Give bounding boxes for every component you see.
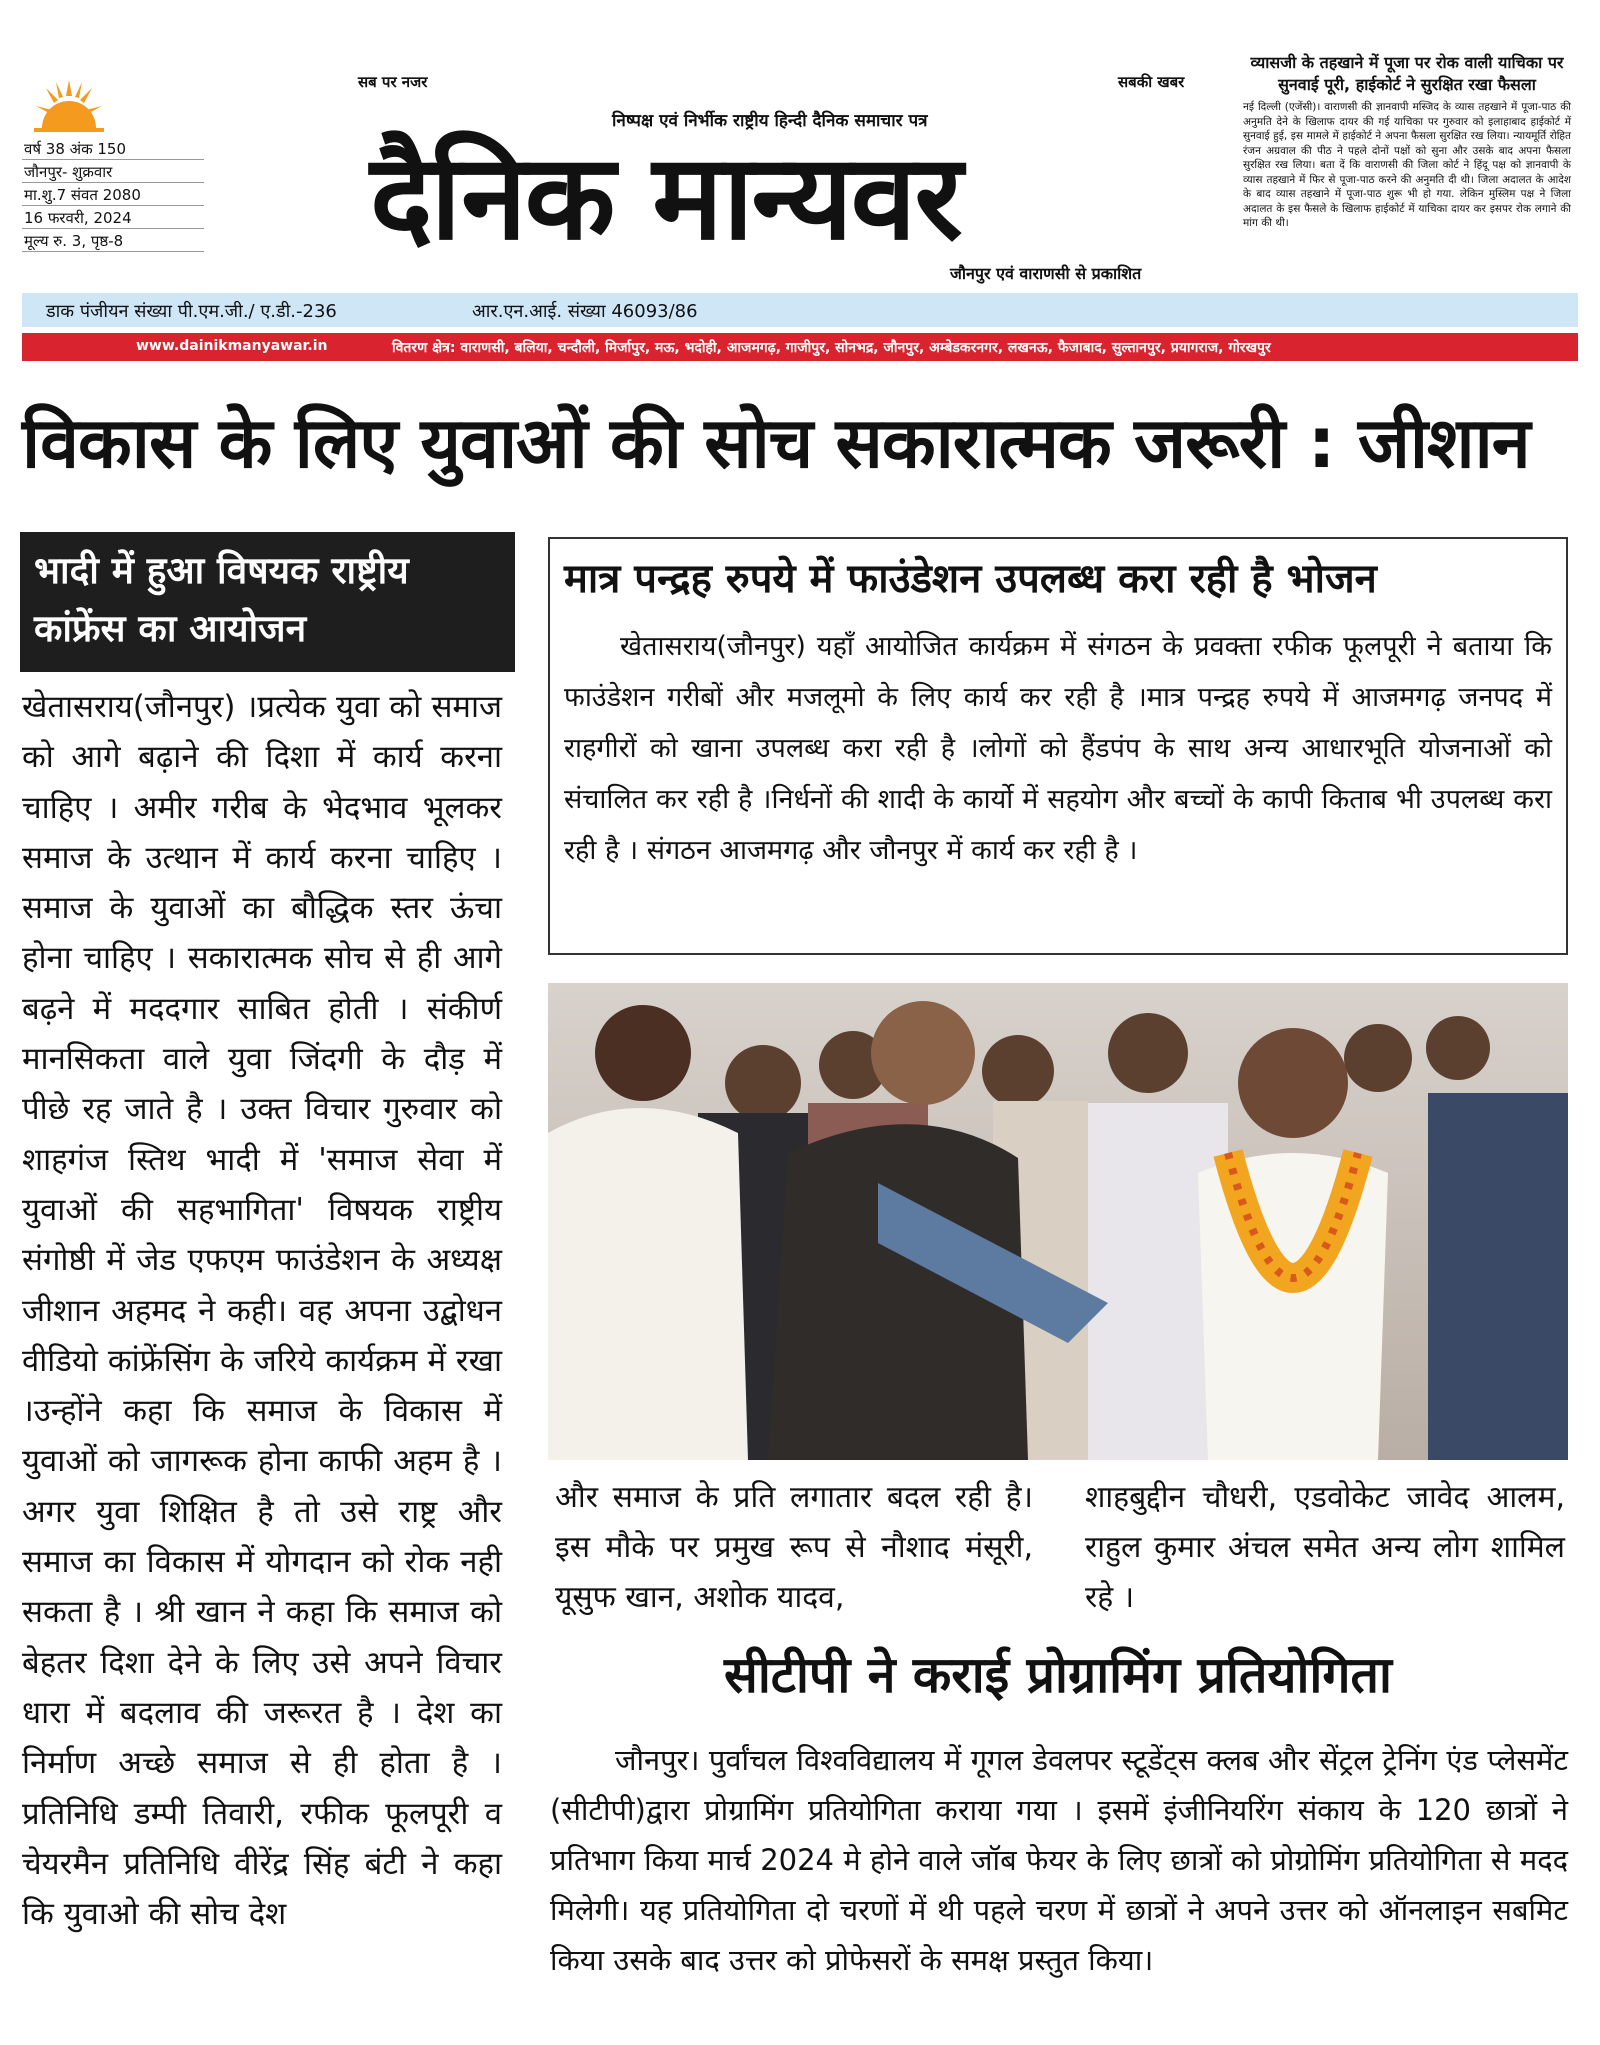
distribution-bar (22, 333, 1578, 361)
caption-left: और समाज के प्रति लगातार बदल रही है। इस मौके पर प्रमुख रूप से नौशाद मंसूरी, यूसुफ खान, अशोक यादव, (555, 1480, 1033, 1615)
rising-sun-logo-icon (34, 78, 104, 133)
caption-right: शाहबुद्दीन चौधरी, एडवोकेट जावेद आलम, राहुल कुमार अंचल समेत अन्य लोग शामिल रहे । (1085, 1480, 1565, 1615)
side-news-brief (1243, 52, 1571, 231)
food-foundation-story (548, 537, 1568, 955)
registration-bar (22, 293, 1578, 327)
issue-day: जौनपुर- शुक्रवार (22, 160, 204, 183)
box-story-body: खेतासराय(जौनपुर) यहाँ आयोजित कार्यक्रम में संगठन के प्रवक्ता रफीक फूलपूरी ने बताया कि फाउंडेशन गरीबों और मजलूमो के लिए कार्य कर रही है ।मात्र पन्द्रह रुपये में आजमगढ़ जनपद में राहगीरों को खाना उपलब्ध करा रही है ।लोगों को हैंडपंप के साथ अन्य आधारभूति योजनाओं को संचालित कर रही है ।निर्धनों की शादी के कार्यो में सहयोग और बच्चों के कापी किताब भी उपलब्ध करा रही है । संगठन आजमगढ़ और जौनपुर में कार्य कर रही है । (564, 631, 1552, 866)
issue-samvat: मा.शु.7 संवत 2080 (22, 183, 204, 206)
ctp-story-body: जौनपुर। पुर्वांचल विश्वविद्यालय में गूगल डेवलपर स्टूडेंट्स क्लब और सेंट्रल ट्रेनिंग एंड प्लेसमेंट (सीटीपी)द्वारा प्रोग्रामिंग प्रतियोगिता कराया गया । इसमें इंजीनियरिंग संकाय के 120 छात्रों ने प्रतिभाग किया मार्च 2024 मे होने वाले जॉब फेयर के लिए छात्रों को प्रोग्रोमिंग प्रतियोगिता से मदद मिलेगी। यह प्रतियोगिता दो चरणों में थी पहले चरण में छात्रों ने अपने उत्तर को ऑनलाइन सबमिट किया उसके बाद उत्तर को प्रोफेसरों के समक्ष प्रस्तुत किया। (550, 1743, 1568, 1977)
event-photo (548, 983, 1568, 1460)
garland-ceremony-photo (548, 983, 1568, 1460)
tag-left: सब पर नजर (358, 73, 428, 91)
left-story-body: खेतासराय(जौनपुर) ।प्रत्येक युवा को समाज को आगे बढ़ाने की दिशा में कार्य करना चाहिए । अमीर गरीब के भेदभाव भूलकर समाज के उत्थान में कार्य करना चाहिए ।समाज के युवाओं का बौद्धिक स्तर ऊंचा होना चाहिए । सकारात्मक सोच से ही आगे बढ़ने में मददगार साबित होती । संकीर्ण मानसिकता वाले युवा जिंदगी के दौड़ में पीछे रह जाते है । उक्त विचार गुरुवार को शाहगंज स्तिथ भादी में 'समाज सेवा में युवाओं की सहभागिता' विषयक राष्ट्रीय संगोष्ठी में जेड एफएम फाउंडेशन के अध्यक्ष जीशान अहमद ने कही। वह अपना उद्बोधन वीडियो कांफ्रेंसिंग के जरिये कार्यक्रम में रखा ।उन्होंने कहा कि समाज के विकास में युवाओं को जागरूक होना काफी अहम है । अगर युवा शिक्षित है तो उसे राष्ट्र और समाज का विकास में योगदान को रोक नही सकता है । श्री खान ने कहा कि समाज को बेहतर दिशा देने के लिए उसे अपने विचार धारा में बदलाव की जरूरत है । देश का निर्माण अच्छे समाज से ही होता है । प्रतिनिधि डम्पी तिवारी, रफीक फूलपूरी व चेयरमैन प्रतिनिधि वीरेंद्र सिंह बंटी ने कहा कि युवाओ की सोच देश (22, 689, 502, 1933)
issue-meta (22, 137, 204, 252)
tagline: निष्पक्ष एवं निर्भीक राष्ट्रीय हिन्दी दैनिक समाचार पत्र (612, 111, 928, 131)
published-from: जौनपुर एवं वाराणसी से प्रकाशित (950, 264, 1142, 283)
postal-registration: डाक पंजीयन संख्या पी.एम.जी./ ए.डी.-236 (46, 301, 337, 322)
website-link[interactable]: www.dainikmanyawar.in (136, 338, 328, 354)
masthead (0, 0, 1600, 290)
left-story-heading: भादी में हुआ विषयक राष्ट्रीय कांफ्रेंस का आयोजन (20, 532, 515, 672)
box-story-heading: मात्र पन्द्रह रुपये में फाउंडेशन उपलब्ध करा रही है भोजन (564, 556, 1377, 602)
issue-volume: वर्ष 38 अंक 150 (22, 137, 204, 160)
ctp-story-heading: सीटीपी ने कराई प्रोग्रामिंग प्रतियोगिता (724, 1646, 1392, 1704)
issue-date: 16 फरवरी, 2024 (22, 206, 204, 229)
rni-number: आर.एन.आई. संख्या 46093/86 (472, 301, 698, 322)
issue-price: मूल्य रु. 3, पृष्ठ-8 (22, 229, 204, 252)
main-headline: विकास के लिए युवाओं की सोच सकारात्मक जरूरी : जीशान (22, 402, 1530, 484)
distribution-areas: वितरण क्षेत्र: वाराणसी, बलिया, चन्दौली, मिर्जापुर, मऊ, भदोही, आजमगढ़, गाजीपुर, सोनभद्र, जौनपुर, अम्बेडकरनगर, लखनऊ, फैजाबाद, सुल्तानपुर, प्रयागराज, गोरखपुर (392, 340, 1271, 356)
side-news-body: नई दिल्ली (एजेंसी)। वाराणसी की ज्ञानवापी मस्जिद के व्यास तहखाने में पूजा-पाठ की अनुमति देने के खिलाफ दायर की गई याचिका पर गुरुवार को इलाहाबाद हाईकोर्ट में सुनवाई हुई, इस मामले में हाईकोर्ट ने अपना फैसला सुरक्षित रख लिया। न्यायमूर्ति रोहित रंजन अग्रवाल की पीठ ने पहले दोनों पक्षों को सुना और उसके बाद अपना फैसला सुरक्षित रख लिया। बता दें कि वाराणसी की जिला कोर्ट ने हिंदू पक्ष को ज्ञानवापी के व्यास तहखाने में फिर से पूजा-पाठ करने की अनुमति दी थी। जिला अदालत के आदेश के बाद व्यास तहखाने में पूजा-पाठ शुरू भी हो गया. लेकिन मुस्लिम पक्ष ने जिला अदालत के इस फैसले के खिलाफ हाईकोर्ट में याचिका दायर कर इसपर रोक लगाने की मांग की थी। (1243, 101, 1571, 229)
side-news-headline: व्यासजी के तहखाने में पूजा पर रोक वाली याचिका पर सुनवाई पूरी, हाईकोर्ट ने सुरक्षित रखा फैसला (1250, 53, 1564, 94)
tag-right: सबकी खबर (1118, 73, 1185, 91)
newspaper-title: दैनिक मान्यवर (370, 128, 961, 266)
